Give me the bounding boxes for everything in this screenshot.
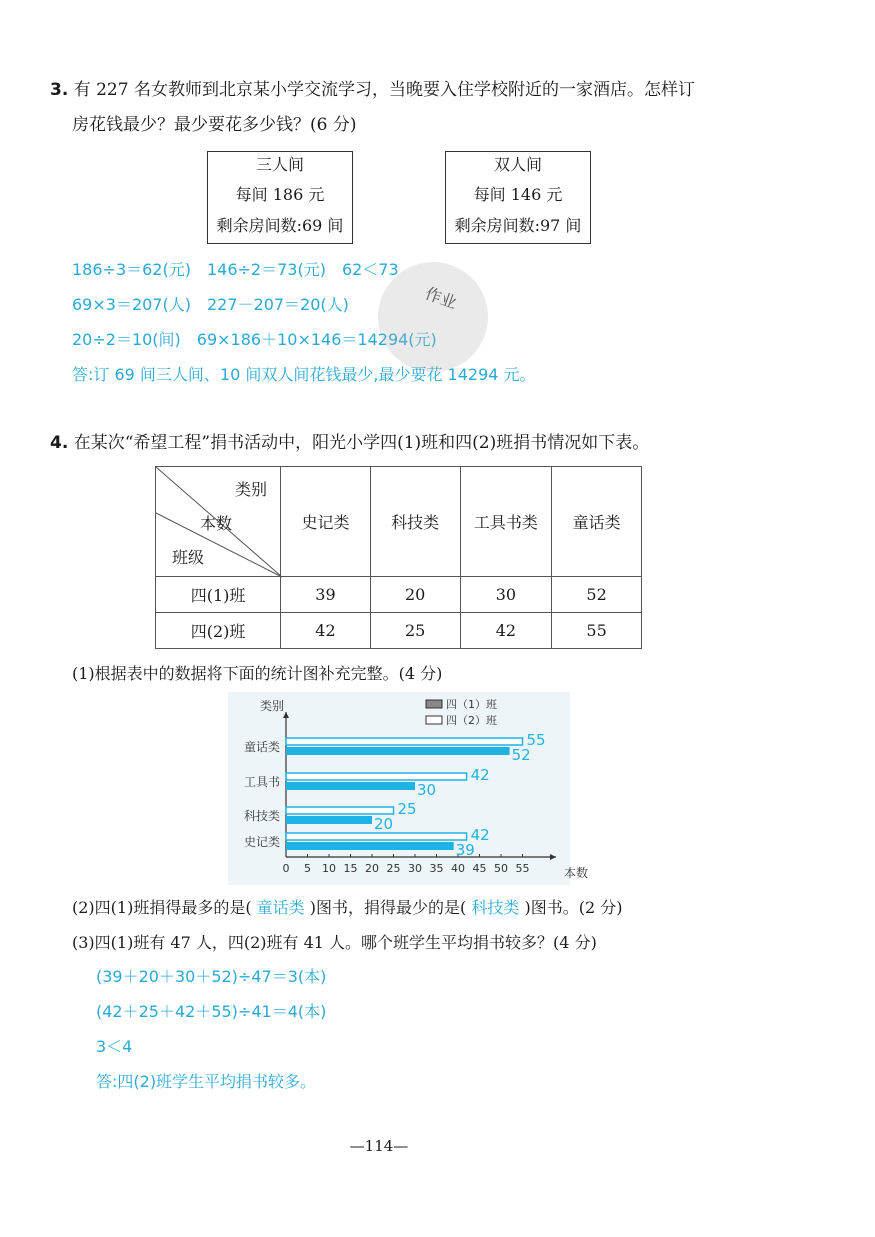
donation-table (155, 466, 642, 649)
category-label: 工具书 (243, 775, 280, 789)
q3-answer-line4: 答:订 69 间三人间、10 间双人间花钱最少,最少要花 14294 元。 (72, 365, 536, 384)
table-cell: 52 (552, 577, 642, 613)
table-row (156, 613, 642, 649)
bar-chart (228, 692, 589, 885)
legend-label: 四（1）班 (446, 698, 497, 711)
table-cell: 20 (370, 577, 460, 613)
q4-intro-line (50, 432, 649, 454)
table-cell: 42 (281, 613, 371, 649)
q3-answer-line2: 69×3＝207(人) 227－207＝20(人) (72, 295, 349, 314)
q4-sub3-answer-line2: (42＋25＋42＋55)÷41＝4(本) (96, 1002, 327, 1021)
x-tick-label: 35 (429, 862, 444, 875)
q4-sub3: (3)四(1)班有 47 人，四(2)班有 41 人。哪个班学生平均捐书较多？(4 分) (72, 933, 597, 952)
double-room-price: 每间 146 元 (473, 185, 563, 204)
corner-category-label: 类别 (235, 480, 268, 499)
data-label-class1: 52 (511, 746, 531, 764)
bar-class2 (286, 807, 394, 814)
y-axis-label: 类别 (259, 699, 285, 713)
q3-line1 (50, 79, 695, 101)
q3-line2: 房花钱最少？最少要花多少钱？(6 分) (72, 115, 357, 135)
data-label-class1: 30 (417, 781, 437, 799)
q4-sub1: (1)根据表中的数据将下面的统计图补充完整。(4 分) (72, 664, 443, 683)
x-axis-label: 本数 (563, 866, 589, 880)
triple-room-remaining: 剩余房间数:69 间 (216, 216, 344, 235)
bar-class1 (286, 842, 454, 850)
corner-count-label: 本数 (200, 514, 233, 533)
bar-class1 (286, 747, 510, 755)
legend-swatch (426, 716, 442, 724)
triple-room-title: 三人间 (255, 155, 304, 174)
q4-sub3-answer-line3: 3＜4 (96, 1037, 133, 1056)
category-label: 科技类 (243, 809, 280, 823)
x-tick-label: 5 (304, 862, 311, 875)
x-tick-label: 55 (515, 862, 530, 875)
bar-class2 (286, 738, 523, 745)
header-science: 科技类 (370, 467, 460, 577)
table-cell: 30 (460, 577, 552, 613)
data-label-class2: 42 (470, 826, 490, 844)
data-label-class1: 39 (455, 841, 475, 859)
data-label-class2: 55 (526, 731, 546, 749)
table-cell: 39 (281, 577, 371, 613)
x-tick-label: 20 (365, 862, 379, 875)
x-tick-label: 0 (282, 862, 290, 875)
q4-sub2-prefix: (2)四(1)班捐得最多的是( (72, 898, 252, 917)
q4-sub3-answer-line1: (39＋20＋30＋52)÷47＝3(本) (96, 967, 327, 986)
header-history: 史记类 (281, 467, 371, 577)
triple-room-price: 每间 186 元 (235, 185, 325, 204)
q4-intro: 在某次“希望工程”捐书活动中，阳光小学四(1)班和四(2)班捐书情况如下表。 (73, 433, 650, 453)
legend-swatch (426, 700, 442, 708)
q4-sub2-middle: )图书，捐得最少的是( (309, 898, 467, 917)
x-tick-label: 30 (408, 862, 422, 875)
data-label-class2: 42 (470, 766, 490, 784)
bar-class2 (286, 833, 467, 840)
category-label: 童话类 (243, 740, 280, 754)
double-room-title: 双人间 (493, 155, 542, 174)
table-cell: 55 (552, 613, 642, 649)
data-label-class1: 20 (374, 815, 394, 833)
table-row (156, 577, 642, 613)
category-label: 史记类 (243, 835, 280, 849)
q4-sub2-answer-least: 科技类 (471, 898, 520, 917)
bar-class1 (286, 782, 415, 790)
x-tick-label: 25 (386, 862, 401, 875)
x-tick-label: 10 (322, 862, 336, 875)
q4-sub3-answer-line4: 答:四(2)班学生平均捐书较多。 (96, 1072, 317, 1091)
row-label: 四(1)班 (156, 577, 281, 613)
table-cell: 25 (370, 613, 460, 649)
x-tick-label: 45 (472, 862, 487, 875)
row-label: 四(2)班 (156, 613, 281, 649)
double-room-remaining: 剩余房间数:97 间 (454, 216, 582, 235)
bar-class2 (286, 773, 467, 780)
triple-room-box (207, 151, 353, 244)
q3-text-line1: 有 227 名女教师到北京某小学交流学习，当晚要入住学校附近的一家酒店。怎样订 (73, 80, 695, 100)
watermark-stamp-text: 作业 (422, 283, 460, 313)
bar-class1 (286, 816, 372, 824)
q3-answer-line3: 20÷2＝10(间) 69×186＋10×146＝14294(元) (72, 330, 437, 349)
q4-number: 4. (50, 433, 69, 453)
q4-sub2 (72, 897, 622, 919)
table-corner-cell (156, 467, 281, 577)
header-tools: 工具书类 (460, 467, 552, 577)
corner-class-label: 班级 (172, 548, 205, 567)
q4-sub2-answer-most: 童话类 (256, 898, 305, 917)
x-tick-label: 15 (343, 862, 358, 875)
q3-answer-line1: 186÷3＝62(元) 146÷2＝73(元) 62＜73 (72, 260, 399, 279)
q3-number: 3. (50, 80, 69, 100)
x-tick-label: 50 (494, 862, 508, 875)
data-label-class2: 25 (397, 800, 417, 818)
header-fairy: 童话类 (552, 467, 642, 577)
x-tick-label: 40 (451, 862, 465, 875)
q4-sub2-suffix: )图书。(2 分) (524, 898, 623, 917)
page-number: —114— (349, 1137, 409, 1155)
table-cell: 42 (460, 613, 552, 649)
double-room-box (445, 151, 591, 244)
legend-label: 四（2）班 (446, 714, 497, 727)
